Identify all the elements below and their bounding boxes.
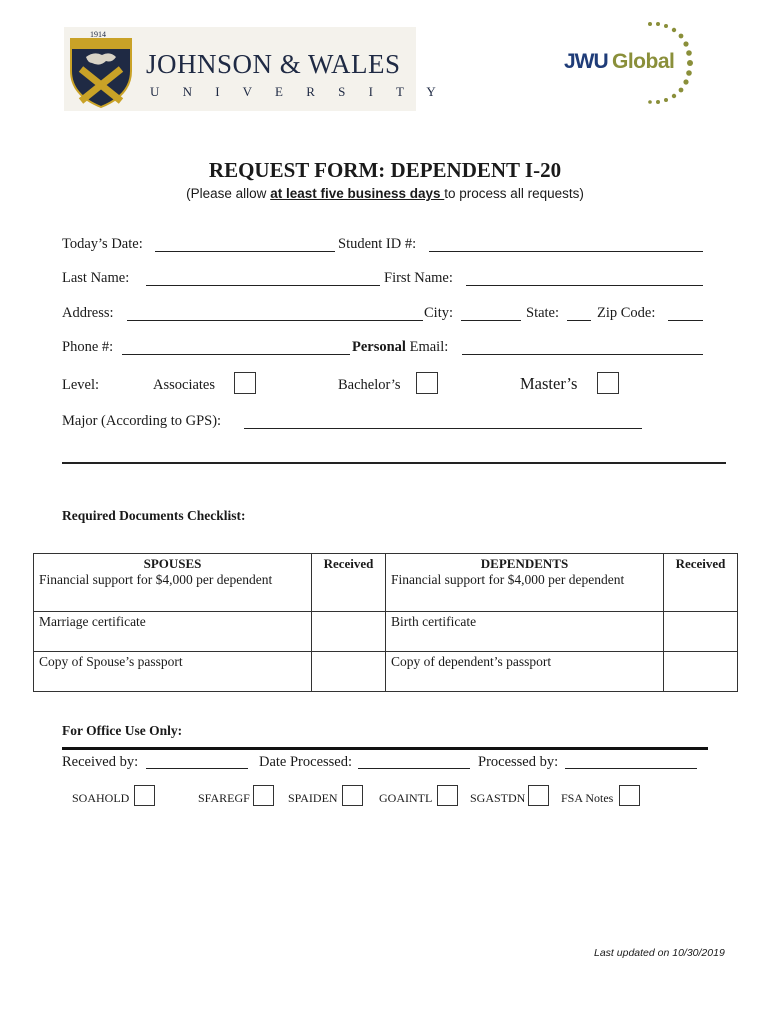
masters-label: Master’s [520,374,578,393]
city-field[interactable] [461,320,521,321]
major-label: Major (According to GPS): [62,413,222,429]
spouse-received-cell[interactable] [312,554,386,612]
section-divider [62,462,726,464]
code-goaintl-label: GOAINTL [379,791,433,805]
dependent-received-cell[interactable] [664,612,738,652]
logo-wordmark-line1: JOHNSON & WALES [146,49,401,79]
level-label: Level: [62,377,100,393]
table-row [34,554,738,612]
code-sfaregf-label: SFAREGF [198,791,250,805]
received-header: Received [323,556,374,571]
spouse-doc-3: Copy of Spouse’s passport [34,652,312,692]
masters-checkbox[interactable] [597,372,619,394]
state-field[interactable] [567,320,591,321]
dependent-received-cell[interactable] [664,554,738,612]
logo-global-text: Global [612,50,675,73]
documents-table [33,553,738,692]
associates-checkbox[interactable] [234,372,256,394]
personal-label: Personal [352,339,406,355]
received-by-label: Received by: [62,754,139,770]
logo-wordmark-line2: U N I V E R S I T Y [150,84,446,99]
received-by-field[interactable] [146,768,248,769]
code-fsa-notes-label: FSA Notes [561,791,614,805]
spouse-doc-1: Financial support for $4,000 per dependent [39,572,273,587]
page-subtitle [0,186,770,201]
email-text: Email: [405,339,449,355]
dependent-received-cell[interactable] [664,652,738,692]
jwu-global-logo [560,20,700,106]
code-sgastdn-label: SGASTDN [470,791,526,805]
subtitle-after: to process all requests) [444,186,584,201]
address-field[interactable] [127,320,423,321]
code-soahold-checkbox[interactable] [134,785,155,806]
code-fsa-notes-checkbox[interactable] [619,785,640,806]
table-row [34,652,738,692]
code-goaintl-checkbox[interactable] [437,785,458,806]
code-spaiden-label: SPAIDEN [288,791,338,805]
last-name-field[interactable] [146,285,380,286]
phone-field[interactable] [122,354,350,355]
email-field[interactable] [462,354,703,355]
spouses-header: SPOUSES [143,556,202,571]
code-sfaregf-checkbox[interactable] [253,785,274,806]
spouse-received-cell[interactable] [312,612,386,652]
todays-date-field[interactable] [155,251,335,252]
processed-by-field[interactable] [565,768,697,769]
page-title: REQUEST FORM: DEPENDENT I-20 [208,158,562,182]
crest-year: 1914 [90,30,106,39]
major-field[interactable] [244,428,642,429]
date-processed-label: Date Processed: [259,754,353,770]
office-divider [62,747,708,750]
last-name-label: Last Name: [62,270,130,286]
dependents-header: DEPENDENTS [480,556,569,571]
code-soahold-label: SOAHOLD [72,791,130,805]
bachelors-checkbox[interactable] [416,372,438,394]
email-label [352,339,448,356]
spouse-cell [34,554,312,612]
address-label: Address: [62,305,114,321]
dependent-doc-2: Birth certificate [386,612,664,652]
dependent-doc-3: Copy of dependent’s passport [386,652,664,692]
bachelors-label: Bachelor’s [338,377,401,393]
student-id-label: Student ID #: [338,236,417,252]
zip-label: Zip Code: [597,305,656,321]
code-sgastdn-checkbox[interactable] [528,785,549,806]
city-label: City: [424,305,454,321]
phone-label: Phone #: [62,339,114,355]
jwu-logo [64,27,446,111]
crest-icon [66,29,136,109]
spouse-doc-2: Marriage certificate [34,612,312,652]
last-updated-note: Last updated on 10/30/2019 [594,947,725,959]
todays-date-label: Today’s Date: [62,236,143,252]
first-name-field[interactable] [466,285,703,286]
spouse-received-cell[interactable] [312,652,386,692]
zip-field[interactable] [668,320,703,321]
subtitle-emphasis: at least five business days [270,186,445,201]
first-name-label: First Name: [384,270,453,286]
processed-by-label: Processed by: [478,754,559,770]
code-spaiden-checkbox[interactable] [342,785,363,806]
dependent-doc-1: Financial support for $4,000 per dependent [391,572,625,587]
associates-label: Associates [153,377,216,393]
subtitle-before: (Please allow [186,186,271,201]
received-header-2: Received [675,556,726,571]
state-label: State: [526,305,560,321]
checklist-title: Required Documents Checklist: [62,508,246,523]
student-id-field[interactable] [429,251,703,252]
date-processed-field[interactable] [358,768,470,769]
table-row [34,612,738,652]
logo-jwu-text: JWU [564,50,608,73]
dependent-cell [386,554,664,612]
office-use-title: For Office Use Only: [62,723,183,738]
